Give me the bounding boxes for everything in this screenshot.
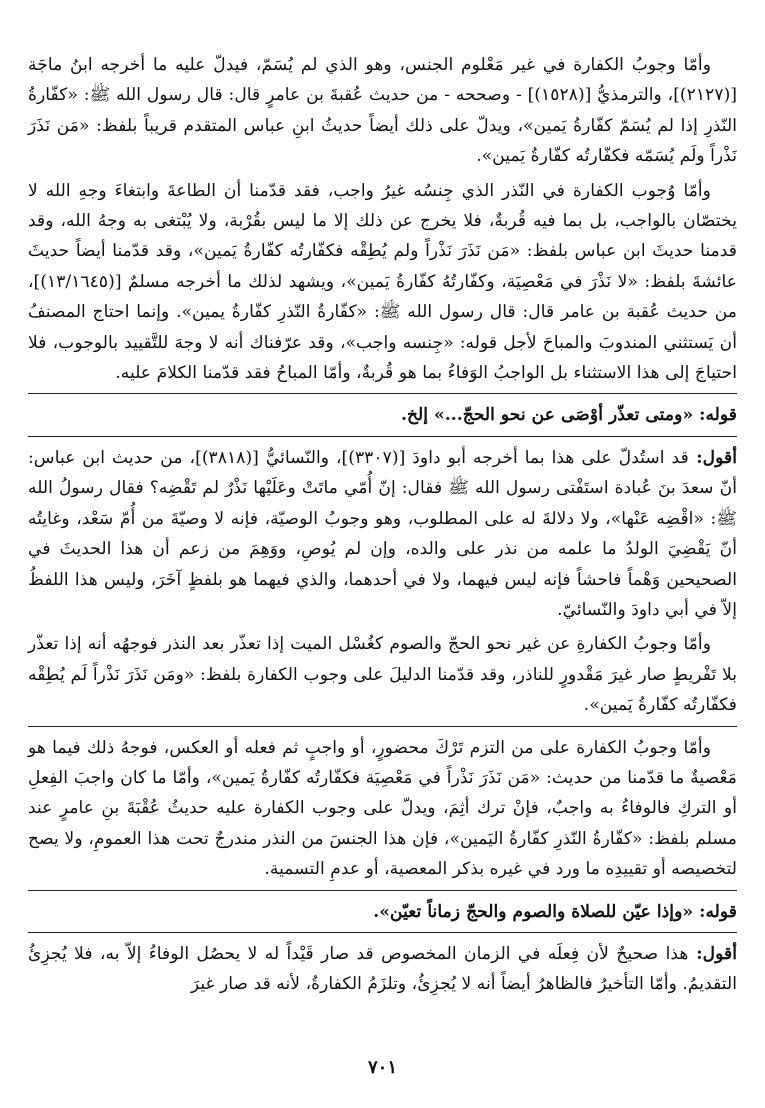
- paragraph-p1: [28, 50, 737, 172]
- paragraph-text: «ومتى تعذّر أوْصَى عن نحو الحجّ...» إلخ.: [400, 405, 694, 426]
- paragraph-text: قد استُدلّ على هذا بما أخرجه أبو داودَ [(٣٣٠٧)]، والنّسائيُّ [(٣٨١٨)]، من حديث ابن عباس: أنّ سعدَ بنَ عُبادة استَفْتى رسول الله ﷺ فقال: إنّ أُمّي ماتَتْ وعَلَيْها نَذْرٌ لم تَقْضِه؟ فقال رسولُ الله ﷺ: «اقْضِه عَنْها»، ولا دلالةَ له على المطلوب، وهو وجوبُ الوصيّة، فإنه لا وصيّةَ من أُمّ سَعْد، وغايتُه أنّ يَقْضِيَ الولدُ ما علمه من نذر على والده، وإن لم يُوصِ، ووَهِمَ من زعم أن هذا الحديثَ في الصحيحين وَهْماً فاحشاً فإنه ليس فيهما، ولا في أحدهما، والذي فيهما هو بلفظٍ آخَرَ، وليس هذا اللفظُ إلاّ في أبي داودَ والنّسائيّ.: [28, 447, 738, 620]
- divider: [28, 890, 737, 891]
- page-body: [28, 50, 737, 1088]
- paragraph-text: هذا صحيحٌ لأن فِعلَه في الزمان المخصوص قد صار قَيْداً له لا يحصُل الوفاءُ إلاّ به، فلا يُجزِئُ التقديمُ. وأمّا التأخيرُ فالظاهرُ أيضاً أنه لا يُجزِئُ، وتلزَمُ الكفارةُ، لأنه قد صار غيرَ: [28, 943, 737, 995]
- paragraph-p2: [28, 176, 737, 389]
- paragraph-p4: [28, 443, 737, 625]
- paragraph-text: وأمّا وُجوب الكفارة في النّذر الذي جِنسُه غيرُ واجب، فقد قدّمنا أن الطاعةَ وابتغاءَ وجهِ الله لا يختصّان بالواجب، بل بما فيه قُربةٌ، فلا يخرج عن ذلك إلا ما ليس بقُرْبة، ولا يُبْتغى به وجهُ الله، وقد قدمنا حديثَ ابن عباس بلفظ: «مَن نَذَرَ نَذْراً ولم يُطِقْه فكفّارتُه كفّارةُ يَمين»، وقد قدّمنا أيضاً حديثَ عائشةَ بلفظ: «لا نَذْرَ في مَعْصِيَة، وكفّارتُهُ كفّارةُ يَمين»، ويشهد لذلك ما أخرجه مسلمٌ [(١٣/١٦٤٥)]، من حديث عُقبة بن عامر قال: قال رسول الله ﷺ: «كفّارةُ النّذرِ كفّارةُ يمين». وإنما احتاج المصنفُ أن يَستثني المندوبَ والمباحَ لأجل قوله: «جِنسه واجب»، وقد عرّفناك أنه لا وجهَ للتَّقييد بالوجوب، فلا احتياجَ إلى هذا الاستثناء بل الواجبُ الوَفاءُ بما هو قُربةٌ، وأمّا المباحُ فقد قدّمنا الكلامَ عليه.: [28, 180, 737, 384]
- paragraph-p3: [28, 400, 737, 430]
- paragraph-lead: أقول:: [688, 447, 737, 468]
- divider: [28, 393, 737, 394]
- divider: [28, 436, 737, 437]
- paragraph-lead: أقول:: [688, 943, 738, 964]
- page-number: ٧٠١: [367, 1057, 397, 1078]
- paragraph-p5: [28, 629, 737, 720]
- paragraph-lead: قوله:: [693, 901, 737, 922]
- paragraph-text: وأمّا وجوبُ الكفارة في غير مَعْلوم الجنس، وهو الذي لم يُسَمّ، فيدلّ عليه ما أخرجه ابنُ ماجَة [(٢١٢٧)]، والترمذيُّ [(١٥٢٨)] - وصححه - من حديث عُقبةَ بن عامرٍ قال: قال رسول الله ﷺ: «كفّارةُ النّذرِ إذا لم يُسَمّ كفّارةُ يَمين»، ويدلّ على ذلك أيضاً حديثُ ابنِ عباس المتقدم قريباً بلفظ: «مَن نَذَرَ نَذْراً ولَم يُسَمّه فكفّارتُه كفّارةُ يَمين».: [28, 55, 737, 167]
- paragraph-text: «وإذا عيّن للصلاة والصوم والحجّ زماناً تعيّن».: [373, 901, 694, 922]
- paragraph-text: وأمّا وجوبُ الكفارةِ عن غير نحو الحجّ والصوم كغُسْل الميت إذا تعذّر بعد النذر فوجهُه أنه إذا تعذّر بلا تَفْريطٍ صار غيرَ مَقْدورٍ للناذر، وقد قدّمنا الدليلَ على وجوب الكفارة بلفظ: «ومَن نَذَرَ نَذْراً لَم يُطِقْه فكفّارتُه كفّارةُ يَمين».: [28, 634, 737, 716]
- divider: [28, 726, 737, 727]
- paragraph-lead: قوله:: [693, 405, 737, 426]
- paragraph-p8: [28, 939, 737, 1000]
- paragraph-p6: [28, 733, 737, 885]
- paragraph-text: وأمّا وجوبُ الكفارة على من التزم تَرْكَ محضورٍ، أو واجبٍ ثم فعله أو العكس، فوجهُ ذلك فيما هو مَعْصيةٌ ما قدّمنا من حديث: «مَن نَذَرَ نَذْراً في مَعْصِيَة فكفّارتُه كفّارةُ يَمين»، وأمّا ما كان واجبَ الفِعلِ أو التركِ فالوفاءُ به واجبٌ، فإنْ ترك أثِمَ، ويدلّ على وجوب الكفارة عليه حديثُ عُقْبَةَ بنِ عامرٍ عند مسلم بلفظ: «كفّارةُ النّذرِ كفّارةُ اليَمين»، فإن هذا الجنسَ من النذر مندرجٌ تحت هذا العمومِ، ولا يصح لتخصيصه أو تقييدِه ما ورد في غيره بذكر المعصية، أو عدمِ التسمية.: [28, 737, 737, 880]
- divider: [28, 932, 737, 933]
- paragraph-p7: [28, 897, 737, 927]
